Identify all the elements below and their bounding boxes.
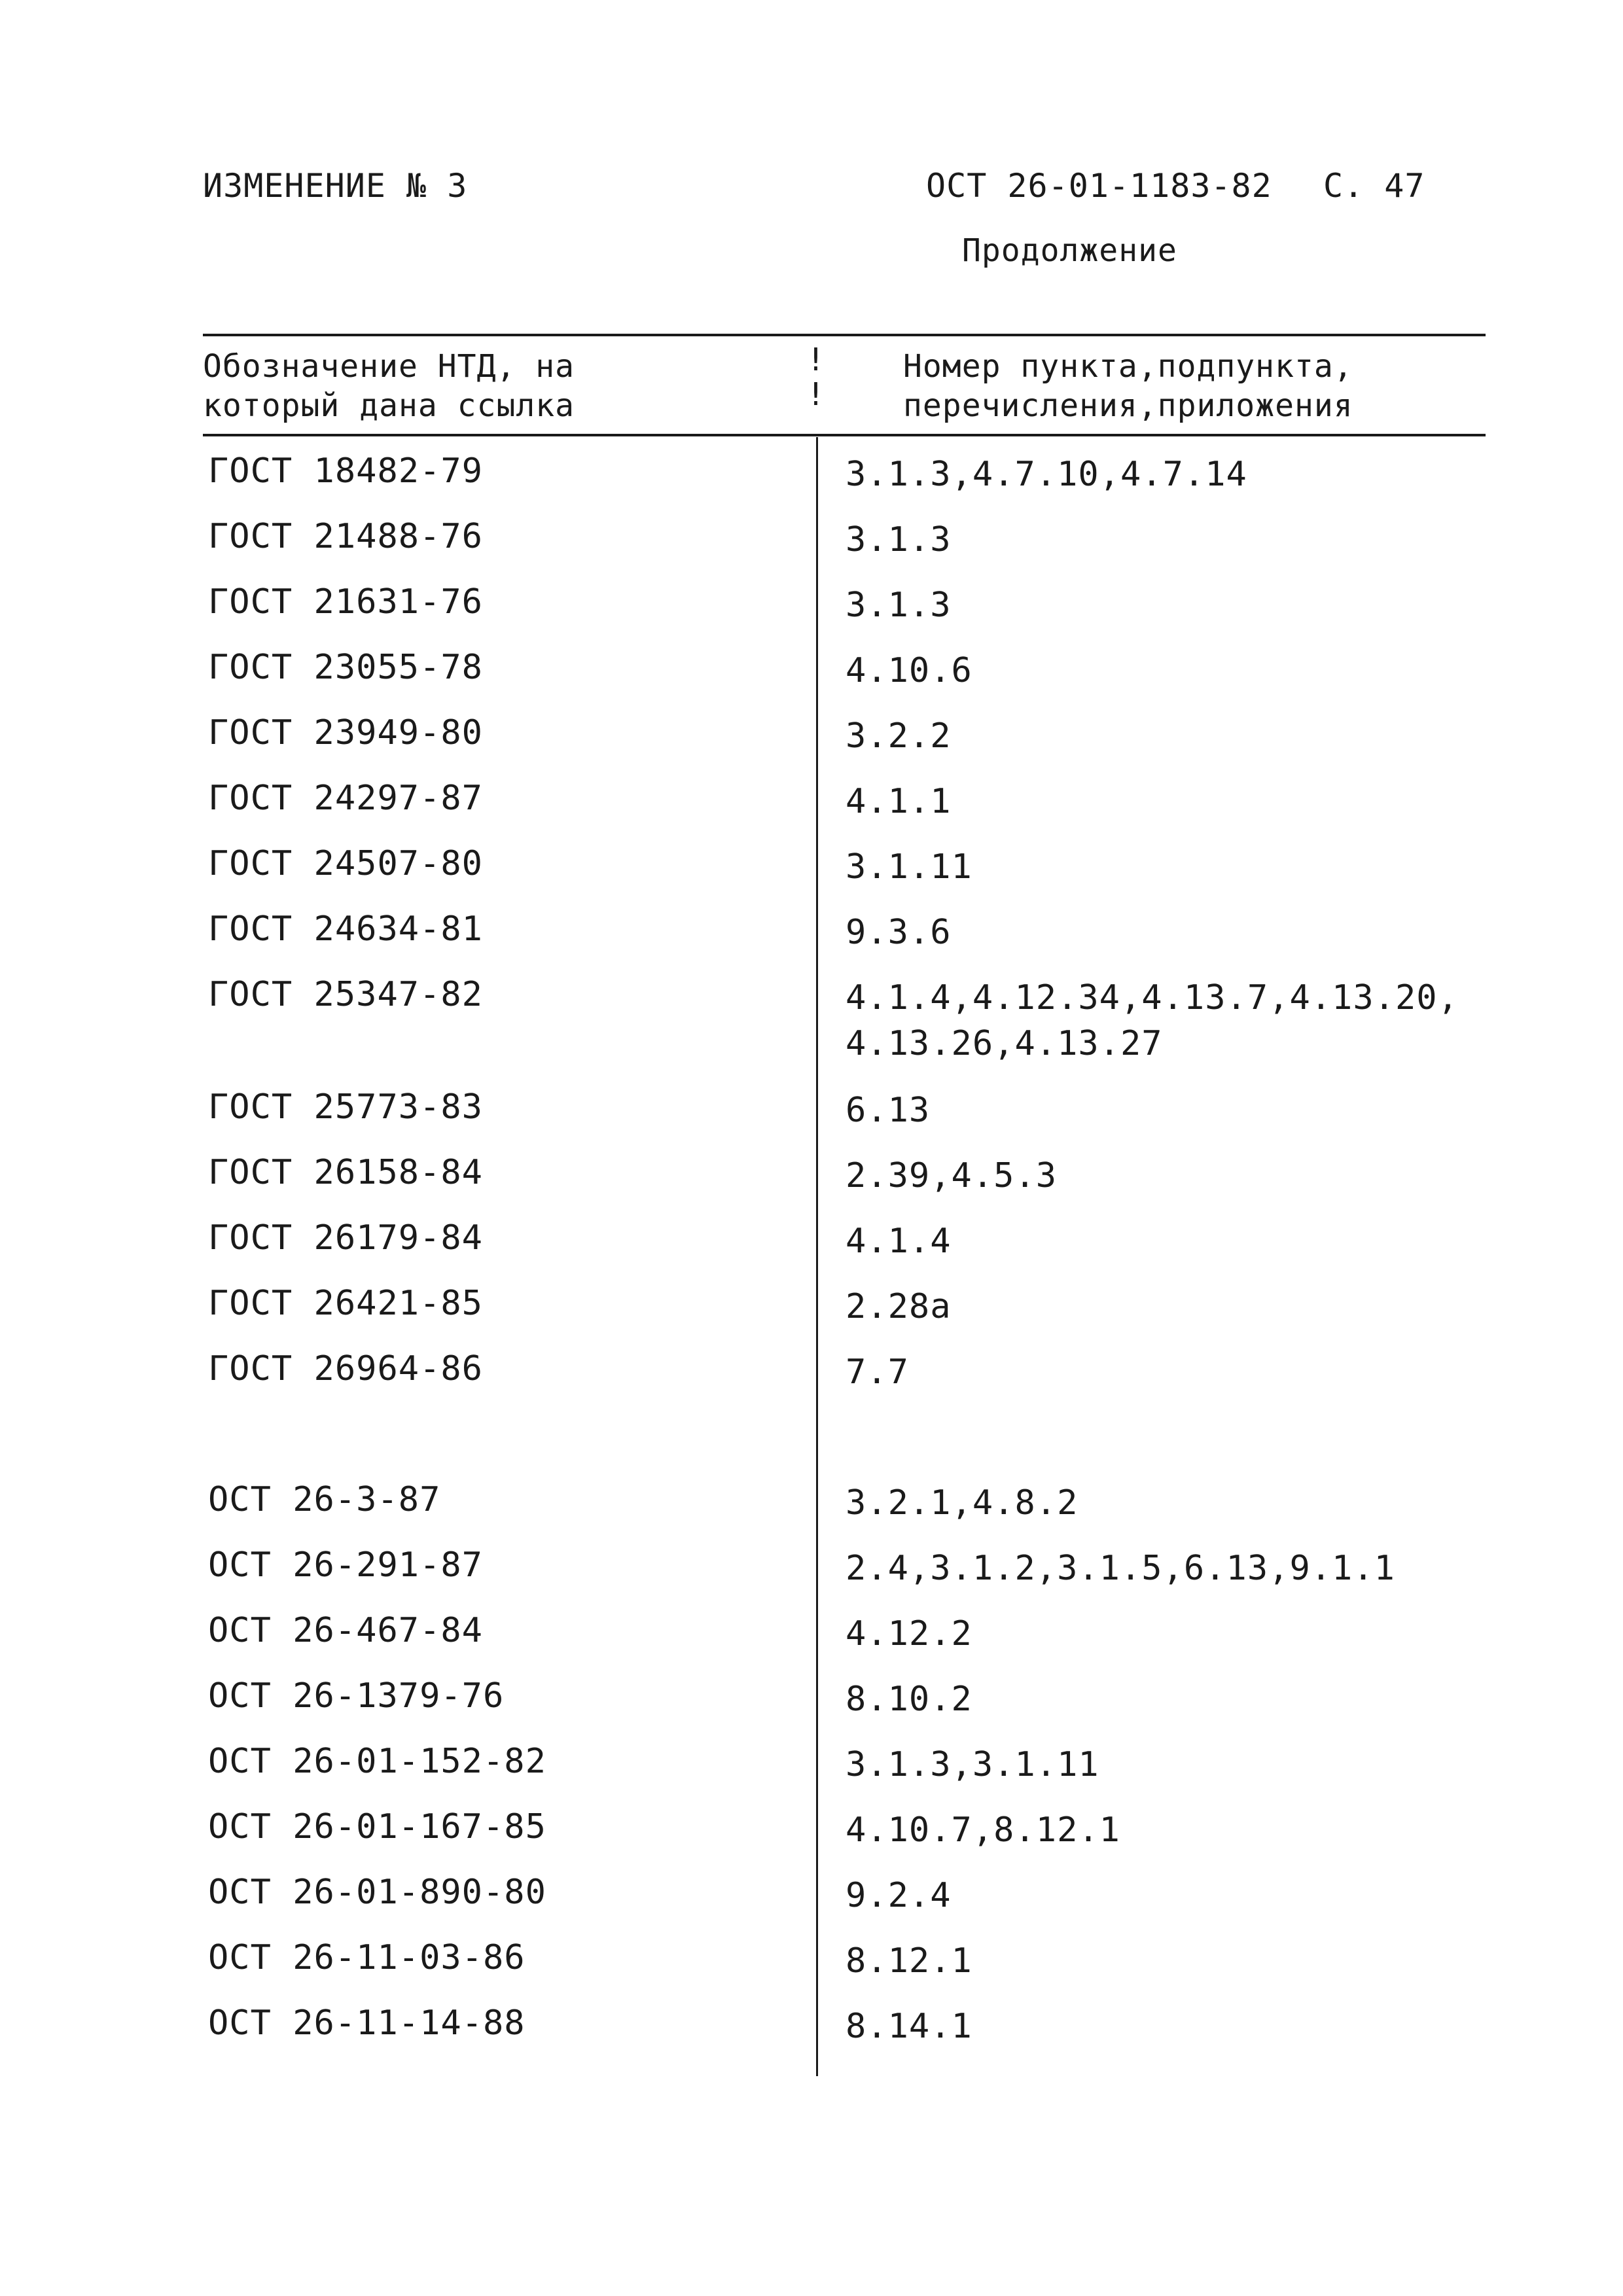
reference-clauses: 3.1.3 [846,586,952,625]
document-designation: ГОСТ 21488-76 [208,517,483,556]
reference-clauses: 2.39,4.5.3 [846,1156,1058,1195]
reference-clauses: 6.13 [846,1091,931,1130]
table-row [0,1676,1623,1742]
table-row [0,1284,1623,1349]
document-designation: ОСТ 26-01-152-82 [208,1742,546,1781]
reference-clauses: 3.2.1,4.8.2 [846,1483,1079,1523]
document-designation: ОСТ 26-467-84 [208,1611,483,1650]
continuation-label: Продолжение [962,232,1177,269]
reference-clauses: 4.10.6 [846,651,972,690]
table-row [0,1153,1623,1218]
table-row [0,1087,1623,1153]
reference-clauses: 9.2.4 [846,1876,952,1915]
table-row [0,1742,1623,1807]
table-header-rule [203,434,1486,436]
table-row [0,648,1623,713]
document-designation: ГОСТ 21631-76 [208,582,483,622]
reference-clauses: 8.14.1 [846,2007,972,2046]
document-designation: ГОСТ 24507-80 [208,844,483,883]
document-designation: ОСТ 26-01-167-85 [208,1807,546,1846]
table-row [0,1349,1623,1415]
table-top-rule [203,334,1486,336]
reference-clauses: 3.1.3,3.1.11 [846,1745,1099,1784]
header-separator-mark: ! [806,342,825,378]
document-designation: ОСТ 26-11-14-88 [208,2004,526,2043]
reference-clauses: 4.1.4,4.12.34,4.13.7,4.13.20, 4.13.26,4.13.27 [846,978,1459,1063]
column-header-references: Номер пункта,подпункта, перечисления,приложения [903,348,1353,424]
document-designation: ГОСТ 18482-79 [208,451,483,491]
document-designation: ОСТ 26-11-03-86 [208,1938,526,1977]
reference-clauses: 8.12.1 [846,1941,972,1981]
reference-clauses: 3.1.11 [846,847,972,887]
header-separator-mark: ! [806,376,825,413]
reference-clauses: 4.1.1 [846,782,952,821]
reference-clauses: 3.1.3,4.7.10,4.7.14 [846,455,1247,494]
table-row [0,975,1623,1087]
table-row [0,779,1623,844]
table-row [0,1480,1623,1545]
reference-clauses: 3.2.2 [846,716,952,756]
document-designation: ГОСТ 26964-86 [208,1349,483,1388]
document-designation: ГОСТ 24634-81 [208,910,483,949]
table-row [0,1873,1623,1938]
document-code: ОСТ 26-01-1183-82 [926,167,1272,205]
document-designation: ГОСТ 24297-87 [208,779,483,818]
group-gap [0,1415,1623,1480]
table-row [0,582,1623,648]
table-row [0,1218,1623,1284]
document-designation: ОСТ 26-01-890-80 [208,1873,546,1912]
document-designation: ГОСТ 26158-84 [208,1153,483,1192]
document-designation: ГОСТ 25347-82 [208,975,483,1014]
document-designation: ОСТ 26-1379-76 [208,1676,505,1716]
column-header-document: Обозначение НТД, на который дана ссылка [203,348,575,424]
reference-clauses: 2.4,3.1.2,3.1.5,6.13,9.1.1 [846,1549,1395,1588]
document-designation: ГОСТ 23949-80 [208,713,483,752]
reference-clauses: 7.7 [846,1352,909,1392]
document-designation: ГОСТ 25773-83 [208,1087,483,1127]
table-row [0,1938,1623,2004]
reference-clauses: 9.3.6 [846,913,952,952]
document-designation: ГОСТ 26179-84 [208,1218,483,1258]
document-designation: ГОСТ 23055-78 [208,648,483,687]
table-row [0,1611,1623,1676]
document-designation: ГОСТ 26421-85 [208,1284,483,1323]
document-designation: ОСТ 26-291-87 [208,1545,483,1585]
table-row [0,451,1623,517]
reference-clauses: 3.1.3 [846,520,952,559]
table-row [0,910,1623,975]
table-row [0,1545,1623,1611]
table-row [0,713,1623,779]
change-label: ИЗМЕНЕНИЕ № 3 [203,167,468,205]
reference-clauses: 8.10.2 [846,1680,972,1719]
document-designation: ОСТ 26-3-87 [208,1480,441,1519]
reference-clauses: 4.10.7,8.12.1 [846,1810,1120,1850]
table-row [0,1807,1623,1873]
table-row [0,844,1623,910]
page-number: С. 47 [1323,167,1425,205]
table-row [0,2004,1623,2069]
table-body [0,451,1623,2069]
reference-clauses: 2.28а [846,1287,952,1326]
reference-clauses: 4.12.2 [846,1614,972,1653]
reference-clauses: 4.1.4 [846,1222,952,1261]
table-row [0,517,1623,582]
